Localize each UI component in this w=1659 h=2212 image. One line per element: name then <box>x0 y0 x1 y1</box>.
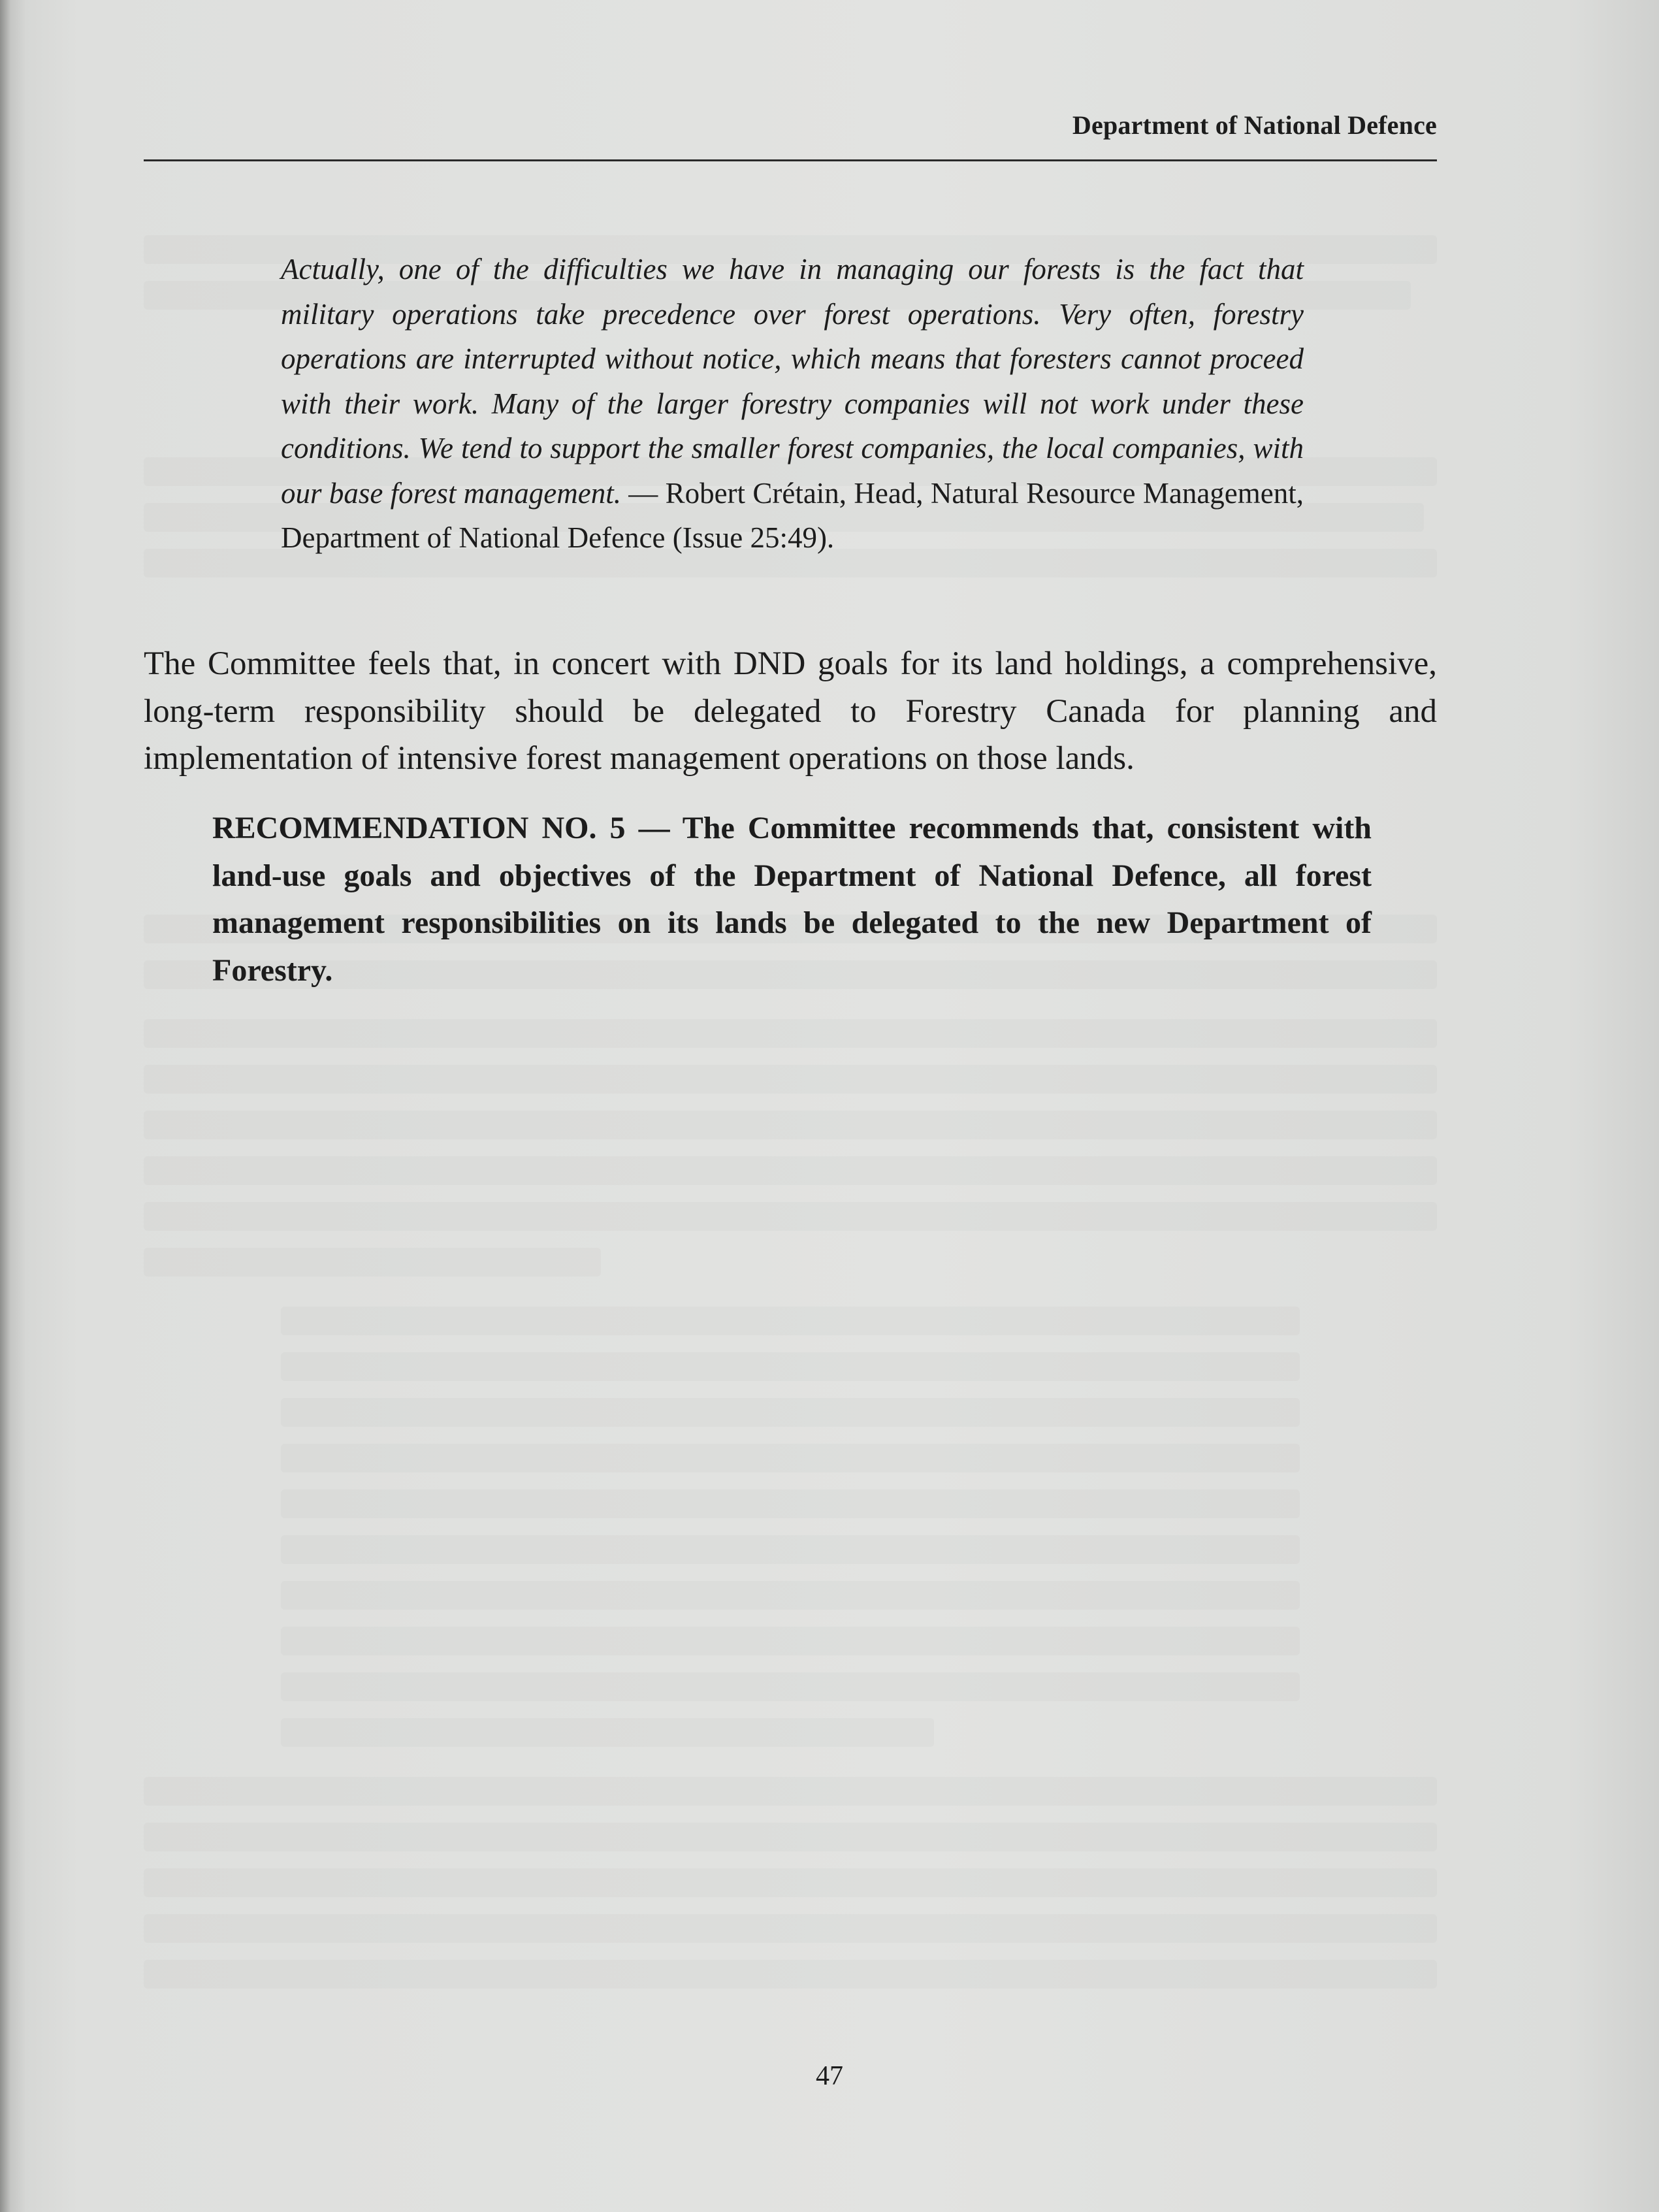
quote-text: Actually, one of the difficulties we have in managing our forests is the fact that military operations take precedence over forest operations. Very often, forestry operations are interrupted without notice, which means that foresters cannot proceed with their work. Many of the larger forestry companies will not work under these conditions. We tend to support the smaller forest companies, the local companies, with our base forest management. <box>281 253 1304 510</box>
header-rule <box>144 159 1437 161</box>
binding-shadow <box>0 0 10 2212</box>
page-number: 47 <box>816 2061 843 2091</box>
recommendation-5: RECOMMENDATION NO. 5 — The Committee recommends that, consistent with land-use goals and objectives of the Department of National Defence, all forest management responsibilities on its lands be delegated to the new Department of Forestry. <box>212 811 1372 988</box>
quote-attribution: — Robert Crétain, Head, Natural Resource Management, Department of National Defence (Issue 25:49). <box>281 476 1304 554</box>
committee-paragraph: The Committee feels that, in concert with DND goals for its land holdings, a comprehensive, long-term responsibility should be delegated to Forestry Canada for planning and implementation of intensive forest management operations on those lands. <box>144 645 1437 777</box>
running-header-title: Department of National Defence <box>1072 110 1437 140</box>
testimony-quote <box>281 247 1304 561</box>
